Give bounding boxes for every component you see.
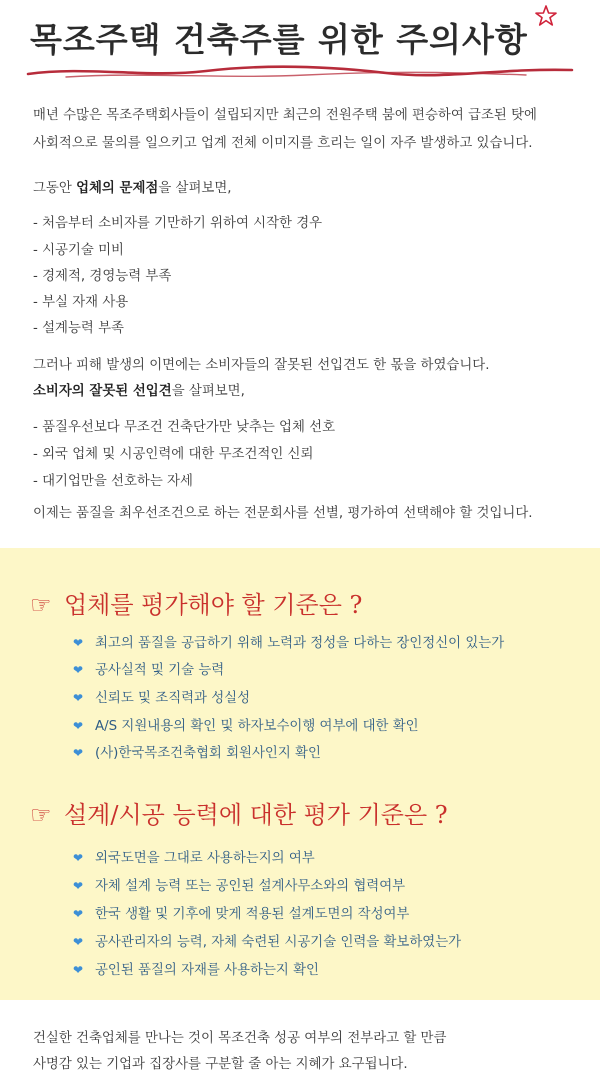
consumer-lead: 소비자의 잘못된 선입견을 살펴보면, xyxy=(33,384,245,399)
heart-icon: ❤ xyxy=(73,691,84,705)
list-item: - 설계능력 부족 xyxy=(33,321,124,336)
criteria1-item: ❤ 신뢰도 및 조직력과 성실성 xyxy=(73,691,251,706)
conclusion-line: 이제는 품질을 최우선조건으로 하는 전문회사를 선별, 평가하여 선택해야 할 것입니다. xyxy=(33,506,533,521)
heart-icon: ❤ xyxy=(73,963,84,977)
list-item: - 대기업만을 선호하는 자세 xyxy=(33,474,193,489)
closing-line-1: 건실한 건축업체를 만나는 것이 목조건축 성공 여부의 전부라고 할 만큼 xyxy=(33,1031,447,1046)
consumer-line: 그러나 피해 발생의 이면에는 소비자들의 잘못된 선입견도 한 몫을 하였습니다. xyxy=(33,358,490,373)
pointing-hand-icon: ☞ xyxy=(30,801,52,829)
criteria1-heading: ☞ 업체를 평가해야 할 기준은 ? xyxy=(30,591,363,619)
criteria2-item: ❤ 공인된 품질의 자재를 사용하는지 확인 xyxy=(73,963,319,978)
list-item: - 외국 업체 및 시공인력에 대한 무조건적인 신뢰 xyxy=(33,447,314,462)
criteria1-item: ❤ A/S 지원내용의 확인 및 하자보수이행 여부에 대한 확인 xyxy=(73,719,419,734)
list-item: - 시공기술 미비 xyxy=(33,243,124,258)
criteria1-item: ❤ (사)한국목조건축협회 회원사인지 확인 xyxy=(73,746,321,761)
intro-line-2: 사회적으로 물의를 일으키고 업계 전체 이미지를 흐리는 일이 자주 발생하고 있습니다. xyxy=(33,136,533,151)
pointing-hand-icon: ☞ xyxy=(30,591,52,619)
heart-icon: ❤ xyxy=(73,935,84,949)
list-item: - 처음부터 소비자를 기만하기 위하여 시작한 경우 xyxy=(33,216,323,231)
page-title: 목조주택 건축주를 위한 주의사항 xyxy=(30,20,528,59)
intro-line-1: 매년 수많은 목조주택회사들이 설립되지만 최근의 전원주택 붐에 편승하여 급조된 탓에 xyxy=(33,108,537,123)
heart-icon: ❤ xyxy=(73,663,84,677)
criteria2-item: ❤ 한국 생활 및 기후에 맞게 적용된 설계도면의 작성여부 xyxy=(73,907,410,922)
title-underline-icon xyxy=(26,58,574,82)
criteria1-item: ❤ 최고의 품질을 공급하기 위해 노력과 정성을 다하는 장인정신이 있는가 xyxy=(73,636,505,651)
heart-icon: ❤ xyxy=(73,746,84,760)
problems-lead: 그동안 업체의 문제점을 살펴보면, xyxy=(33,181,232,196)
heart-icon: ❤ xyxy=(73,907,84,921)
criteria2-heading: ☞ 설계/시공 능력에 대한 평가 기준은 ? xyxy=(30,801,448,829)
heart-icon: ❤ xyxy=(73,719,84,733)
criteria2-item: ❤ 자체 설계 능력 또는 공인된 설계사무소와의 협력여부 xyxy=(73,879,406,894)
heart-icon: ❤ xyxy=(73,851,84,865)
star-doodle-icon xyxy=(534,4,558,28)
list-item: - 부실 자재 사용 xyxy=(33,295,129,310)
list-item: - 경제적, 경영능력 부족 xyxy=(33,269,172,284)
criteria1-item: ❤ 공사실적 및 기술 능력 xyxy=(73,663,225,678)
list-item: - 품질우선보다 무조건 건축단가만 낮추는 업체 선호 xyxy=(33,420,336,435)
criteria2-item: ❤ 외국도면을 그대로 사용하는지의 여부 xyxy=(73,851,315,866)
heart-icon: ❤ xyxy=(73,636,84,650)
heart-icon: ❤ xyxy=(73,879,84,893)
criteria2-item: ❤ 공사관리자의 능력, 자체 숙련된 시공기술 인력을 확보하였는가 xyxy=(73,935,462,950)
closing-line-2: 사명감 있는 기업과 집장사를 구분할 줄 아는 지혜가 요구됩니다. xyxy=(33,1057,408,1072)
